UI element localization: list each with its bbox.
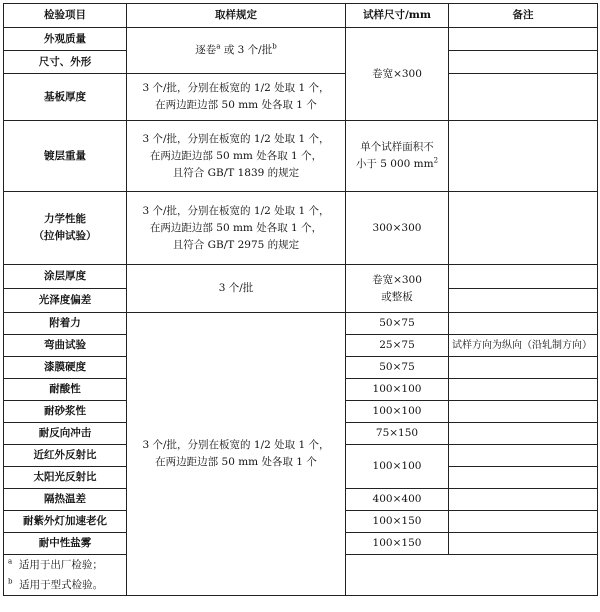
cell-note-empty: [449, 121, 598, 192]
table-row: [4, 265, 598, 289]
size-film-line1: 卷宽×300: [372, 273, 422, 286]
rule-big-line2: 在两边距边部 50 mm 处各取 1 个: [155, 456, 317, 468]
cell-coating-weight: 镀层重量: [4, 121, 127, 192]
cell-gloss: 光泽度偏差: [4, 289, 127, 313]
cell-note-empty: [449, 467, 598, 489]
cell-size-uv: 100×150: [346, 511, 449, 533]
sampling-table: [3, 3, 598, 596]
rule-mech-line3: 且符合 GB/T 2975 的规定: [172, 238, 300, 251]
cell-uv: 耐紫外灯加速老化: [4, 511, 127, 533]
cell-note-empty: [449, 423, 598, 445]
cell-acid: 耐酸性: [4, 379, 127, 401]
size-cw-line1: 单个试样面积不: [360, 141, 434, 153]
cell-dimension: 尺寸、外形: [4, 51, 127, 74]
cell-impact: 耐反向冲击: [4, 423, 127, 445]
cell-mech: [4, 192, 127, 265]
rule-batch-mid: 或 3 个/批: [220, 44, 273, 56]
rule-cw-line1: 3 个/批，分别在板宽的 1/2 处取 1 个，: [142, 132, 330, 145]
cell-nir: 近红外反射比: [4, 445, 127, 467]
footnote-b-mark: b: [8, 577, 13, 586]
cell-note-empty: [449, 379, 598, 401]
rule-cw-line3: 且符合 GB/T 1839 的规定: [172, 166, 300, 179]
footnote-b-text: 适用于型式检验。: [19, 579, 104, 591]
cell-note-empty: [449, 445, 598, 467]
cell-size-hardness: 50×75: [346, 357, 449, 379]
cell-note-empty: [449, 289, 598, 313]
cell-rule-batch: [127, 28, 346, 74]
cell-note-empty: [449, 28, 598, 51]
cell-footnotes: [4, 555, 598, 596]
cell-size-reflect: 100×100: [346, 445, 449, 489]
spec-table-document: [3, 3, 597, 609]
cell-note-empty: [449, 357, 598, 379]
header-item: 检验项目: [4, 4, 127, 28]
cell-note-bending: 试样方向为纵向（沿轧制方向）: [449, 335, 598, 357]
cell-note-empty: [449, 489, 598, 511]
cell-size-acid: 100×100: [346, 379, 449, 401]
cell-rule-3: 3 个/批: [127, 265, 346, 313]
rule-sample-line1: 3 个/批，分别在板宽的 1/2 处取 1 个，: [142, 82, 330, 94]
cell-salt: 耐中性盐雾: [4, 533, 127, 555]
table-row: [4, 121, 598, 192]
cell-appearance: 外观质量: [4, 28, 127, 51]
cell-note-empty: [449, 511, 598, 533]
cell-size-film: [346, 265, 449, 313]
header-size: 试样尺寸/mm: [346, 4, 449, 28]
cell-note-empty: [449, 533, 598, 555]
cell-size-roll: 卷宽×300: [346, 28, 449, 121]
cell-size-thermal: 400×400: [346, 489, 449, 511]
cell-rule-big: [127, 313, 346, 596]
cell-note-empty: [449, 51, 598, 74]
cell-bending: 弯曲试验: [4, 335, 127, 357]
rule-mech-line1: 3 个/批，分别在板宽的 1/2 处取 1 个，: [142, 204, 330, 217]
table-row: [4, 74, 598, 121]
cell-size-mech: 300×300: [346, 192, 449, 265]
cell-rule-cw: [127, 121, 346, 192]
cell-mortar: 耐砂浆性: [4, 401, 127, 423]
rule-batch-pre: 逐卷: [195, 44, 217, 56]
cell-note-empty: [449, 265, 598, 289]
table-row: [4, 313, 598, 335]
cell-note-empty: [449, 401, 598, 423]
table-row: [4, 28, 598, 51]
cell-solar: 太阳光反射比: [4, 467, 127, 489]
mech-line2: （拉伸试验）: [33, 230, 97, 242]
header-rule: 取样规定: [127, 4, 346, 28]
cell-size-impact: 75×150: [346, 423, 449, 445]
cell-size-mortar: 100×100: [346, 401, 449, 423]
footnote-row: [4, 555, 598, 596]
size-cw-line2: 小于 5 000 mm: [355, 158, 434, 170]
size-cw-sup: 2: [433, 156, 439, 165]
rule-mech-line2: 在两边距边部 50 mm 处各取 1 个，: [149, 221, 323, 234]
cell-film-thickness: 涂层厚度: [4, 265, 127, 289]
size-film-line2: 或整板: [381, 290, 413, 303]
footnote-a-text: 适用于出厂检验；: [18, 559, 103, 571]
rule-cw-line2: 在两边距边部 50 mm 处各取 1 个，: [149, 149, 323, 162]
footnote-mark-a: a: [216, 42, 221, 51]
cell-size-salt: 100×150: [346, 533, 449, 555]
rule-big-line1: 3 个/批，分别在板宽的 1/2 处取 1 个，: [142, 439, 330, 451]
header-row: [4, 4, 598, 28]
footnote-mark-b: b: [272, 42, 277, 51]
cell-substrate: 基板厚度: [4, 74, 127, 121]
cell-note-empty: [449, 74, 598, 121]
header-note: 备注: [449, 4, 598, 28]
cell-rule-sample: [127, 74, 346, 121]
cell-size-adhesion: 50×75: [346, 313, 449, 335]
rule-sample-line2: 在两边距边部 50 mm 处各取 1 个: [155, 99, 317, 111]
cell-thermal: 隔热温差: [4, 489, 127, 511]
footnote-a-mark: a: [8, 557, 13, 566]
cell-hardness: 漆膜硬度: [4, 357, 127, 379]
cell-size-bending: 25×75: [346, 335, 449, 357]
cell-rule-mech: [127, 192, 346, 265]
table-row: [4, 192, 598, 265]
cell-adhesion: 附着力: [4, 313, 127, 335]
cell-note-empty: [449, 192, 598, 265]
footnote-a: [8, 555, 595, 575]
cell-note-empty: [449, 313, 598, 335]
mech-line1: 力学性能: [44, 213, 86, 225]
cell-size-cw: [346, 121, 449, 192]
footnote-b: [8, 575, 595, 595]
